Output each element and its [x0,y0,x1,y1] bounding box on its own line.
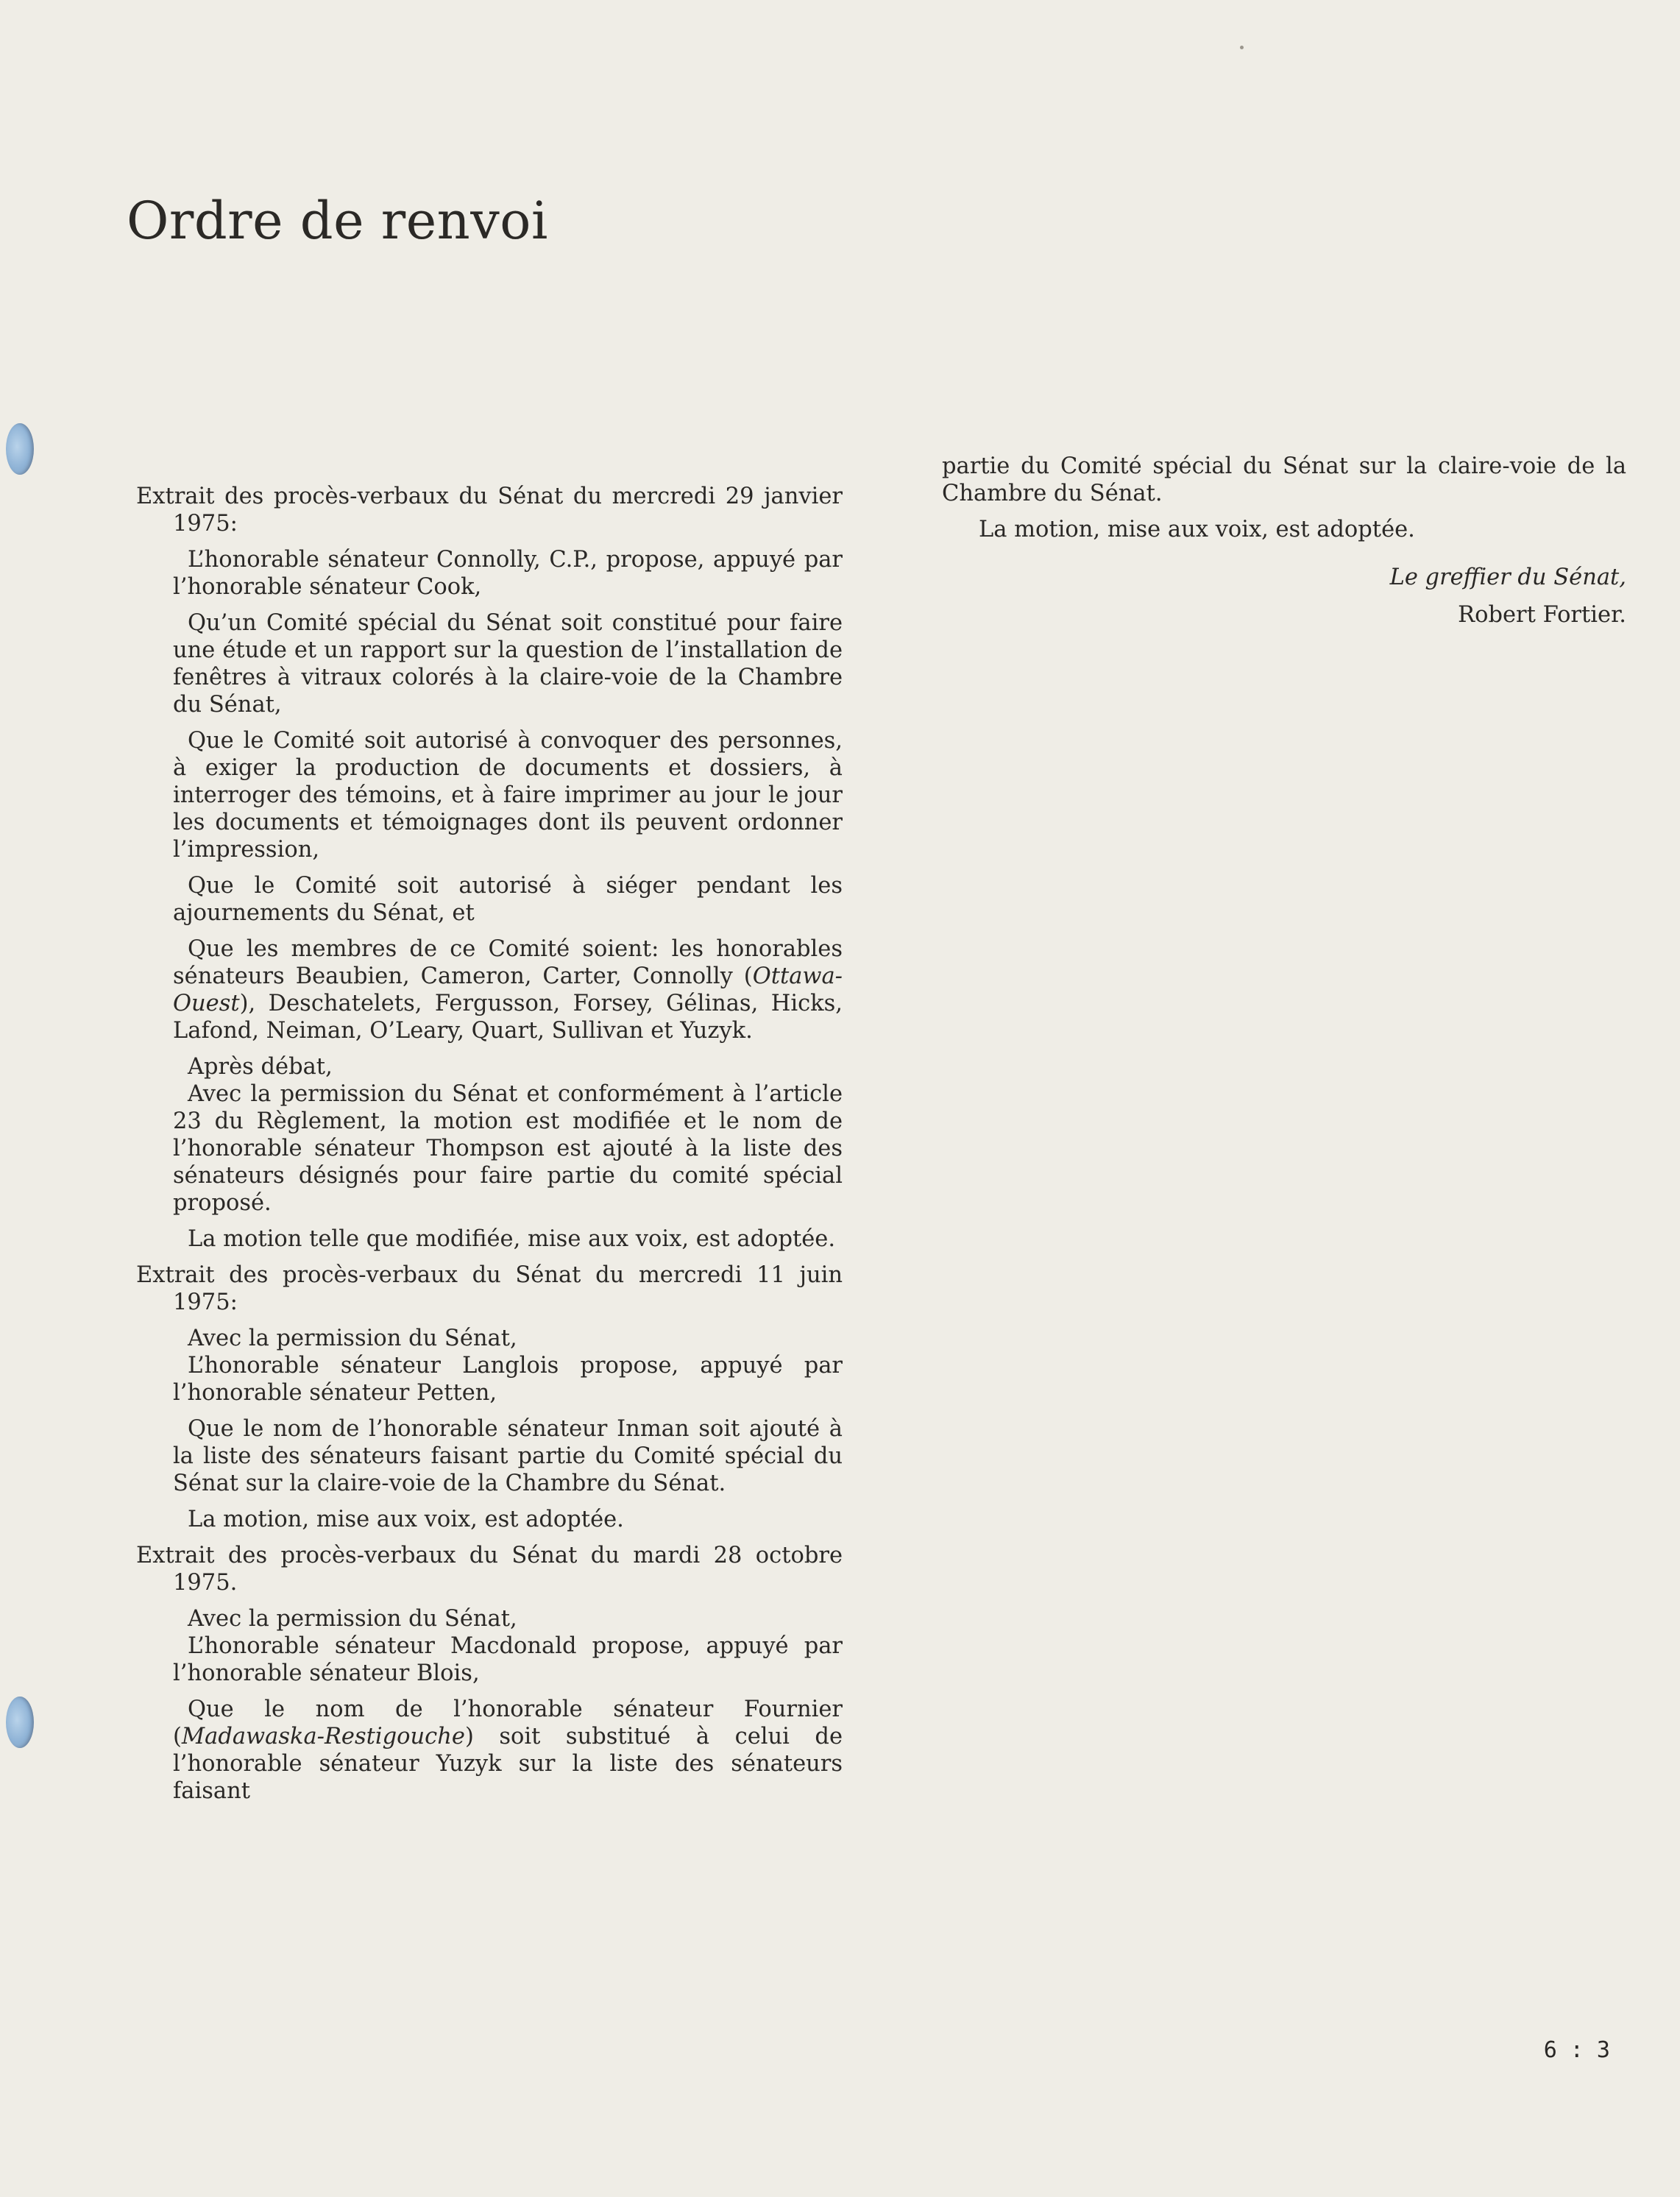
extract-3-permission: Avec la permission du Sénat, [188,1606,517,1632]
continuation-text: partie du Comité spécial du Sénat sur la claire-voie de la Chambre du Sénat. [942,453,1626,506]
punch-hole-bottom [6,1697,34,1748]
extract-2-motion: L’honorable sénateur Langlois propose, appuyé par l’honorable sénateur Petten, [173,1353,843,1406]
extract-3-intro: Extrait des procès-verbaux du Sénat du mardi 28 octobre 1975. [136,1543,843,1596]
right-column [942,453,1626,629]
extract-1-body [136,546,843,1253]
right-result: La motion, mise aux voix, est adoptée. [979,517,1415,542]
members-list-riding: Ottawa-Ouest [173,963,843,1016]
extract-3-paragraph-1 [173,1696,843,1805]
substitution-riding: Madawaska-Restigouche [181,1724,465,1750]
extract-1-paragraph-4 [173,935,843,1044]
substitution-part-2: ) soit substitué à celui de l’honorable sénateur Yuzyk sur la liste des sénateurs faisant [173,1724,843,1804]
extract-2-paragraph-1: Que le nom de l’honorable sénateur Inman soit ajouté à la liste des sénateurs faisant partie du Comité spécial du Sénat sur la claire-voie de la Chambre du Sénat. [173,1416,843,1496]
left-column [136,483,843,1814]
extract-1-motion: L’honorable sénateur Connolly, C.P., propose, appuyé par l’honorable sénateur Cook, [173,547,843,600]
extract-3-body [136,1605,843,1805]
members-list-part-2: ), Deschatelets, Fergusson, Forsey, Gélinas, Hicks, Lafond, Neiman, O’Leary, Quart, Sullivan et Yuzyk. [173,991,843,1044]
extract-2-permission: Avec la permission du Sénat, [188,1326,517,1351]
substitution-part-1: Que le nom de l’honorable sénateur Fournier ( [173,1697,843,1750]
extract-1-debate: Après débat, [188,1054,333,1080]
paper-speck [1240,46,1244,49]
extract-1-paragraph-2: Que le Comité soit autorisé à convoquer des personnes, à exiger la production de documents et dossiers, à interroger des témoins, et à faire imprimer au jour le jour les documents et témoignages dont ils peuvent ordonner l’impression, [173,728,843,863]
punch-hole-top [6,423,34,475]
extract-2-result: La motion, mise aux voix, est adoptée. [188,1507,624,1532]
extract-1-intro: Extrait des procès-verbaux du Sénat du mercredi 29 janvier 1975: [136,484,843,537]
extract-1-amendment: Avec la permission du Sénat et conformément à l’article 23 du Règlement, la motion est modifiée et le nom de l’honorable sénateur Thompson est ajouté à la liste des sénateurs désignés pour faire partie du comité spécial proposé. [173,1081,843,1216]
page-number: 6 : 3 [1543,2037,1610,2063]
extract-1-paragraph-3: Que le Comité soit autorisé à siéger pendant les ajournements du Sénat, et [173,873,843,926]
extract-2-body [136,1325,843,1533]
page-title: Ordre de renvoi [127,190,548,251]
extract-3-motion: L’honorable sénateur Macdonald propose, appuyé par l’honorable sénateur Blois, [173,1633,843,1686]
extract-1-result: La motion telle que modifiée, mise aux voix, est adoptée. [188,1226,836,1252]
extract-1-paragraph-1: Qu’un Comité spécial du Sénat soit constitué pour faire une étude et un rapport sur la question de l’installation de fenêtres à vitraux colorés à la claire-voie de la Chambre du Sénat, [173,610,843,718]
members-list-part-1: Que les membres de ce Comité soient: les honorables sénateurs Beaubien, Cameron, Carter, Connolly ( [173,936,843,989]
signature-title: Le greffier du Sénat, [1389,565,1626,590]
signature-name: Robert Fortier. [1458,602,1626,628]
extract-2-intro: Extrait des procès-verbaux du Sénat du mercredi 11 juin 1975: [136,1262,843,1315]
signature-block [942,564,1626,629]
